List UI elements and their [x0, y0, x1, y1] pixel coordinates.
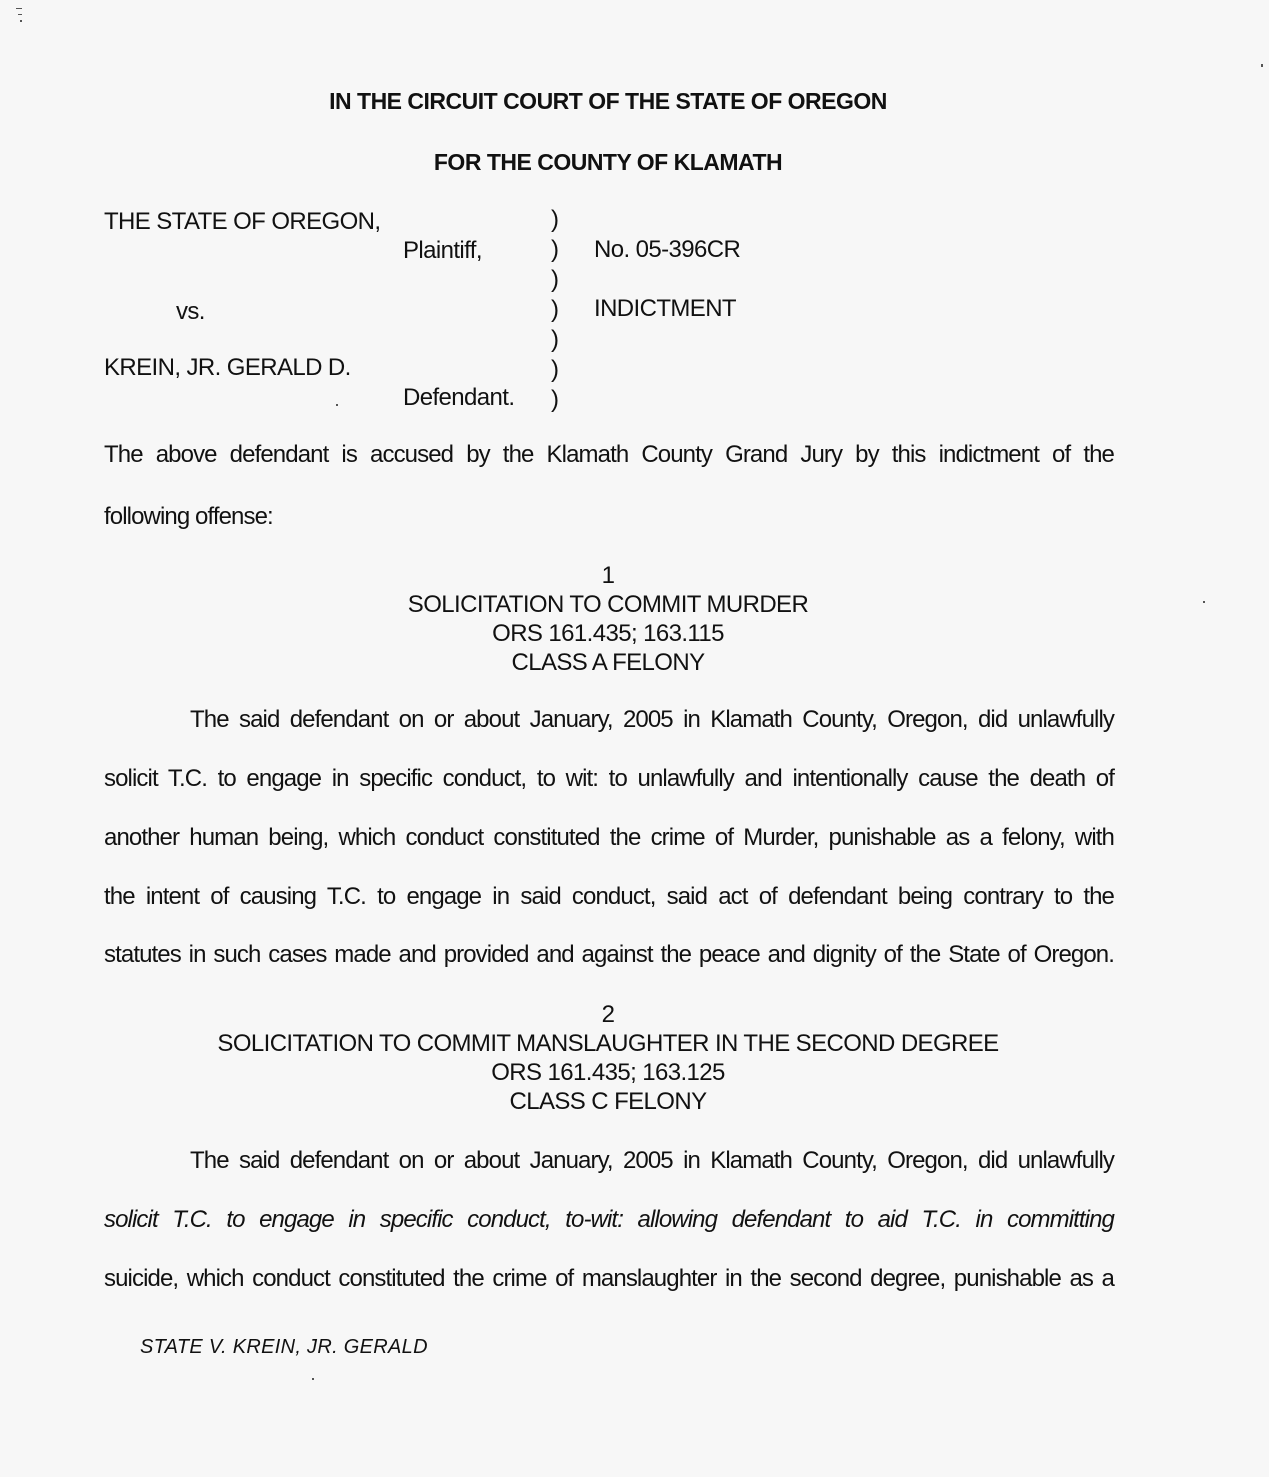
count-statute: ORS 161.435; 163.125 — [491, 1059, 725, 1086]
count-2-heading — [0, 1000, 1216, 1116]
caption-paren: ) — [551, 206, 559, 233]
caption-paren: ) — [551, 266, 559, 293]
count-class: CLASS A FELONY — [511, 649, 705, 676]
scan-speck — [16, 8, 22, 9]
scan-speck — [18, 14, 22, 15]
caption-paren: ) — [551, 326, 559, 353]
count-2-line: suicide, which conduct constituted the crime of manslaughter in the second degree, punishable as a — [104, 1265, 1114, 1292]
scan-speck — [312, 1378, 314, 1380]
count-title: SOLICITATION TO COMMIT MURDER — [407, 591, 809, 618]
count-number: 2 — [601, 1001, 615, 1028]
intro-line: The above defendant is accused by the Klamath County Grand Jury by this indictment of the — [104, 441, 1114, 468]
scan-speck — [1261, 64, 1263, 67]
count-2-line: solicit T.C. to engage in specific conduct, to-wit: allowing defendant to aid T.C. in committing — [104, 1206, 1114, 1233]
plaintiff-name: THE STATE OF OREGON, — [104, 208, 381, 235]
caption-paren: ) — [551, 296, 559, 323]
count-number: 1 — [601, 562, 615, 589]
document-type: INDICTMENT — [594, 295, 736, 322]
count-1-line: another human being, which conduct constituted the crime of Murder, punishable as a felony, with — [104, 824, 1114, 851]
caption-paren: ) — [551, 236, 559, 263]
case-number: No. 05-396CR — [594, 236, 741, 263]
count-title: SOLICITATION TO COMMIT MANSLAUGHTER IN THE SECOND DEGREE — [217, 1030, 999, 1057]
footer-case-caption: STATE V. KREIN, JR. GERALD — [140, 1336, 428, 1358]
count-statute: ORS 161.435; 163.115 — [492, 620, 724, 647]
count-2-line: The said defendant on or about January, 2005 in Klamath County, Oregon, did unlawfully — [190, 1147, 1114, 1174]
count-1-line: solicit T.C. to engage in specific conduct, to wit: to unlawfully and intentionally cause the death of — [104, 765, 1114, 792]
versus-label: vs. — [176, 298, 205, 325]
intro-line: following offense: — [104, 503, 273, 530]
county-heading: FOR THE COUNTY OF KLAMATH — [433, 149, 783, 175]
scan-speck — [336, 404, 338, 406]
defendant-name: KREIN, JR. GERALD D. — [104, 354, 351, 381]
count-1-heading — [0, 561, 1216, 677]
plaintiff-role: Plaintiff, — [403, 237, 482, 264]
caption-paren: ) — [551, 356, 559, 383]
caption-paren: ) — [551, 386, 559, 413]
scan-speck — [1203, 601, 1205, 603]
count-1-line: The said defendant on or about January, 2005 in Klamath County, Oregon, did unlawfully — [190, 706, 1114, 733]
scan-speck — [20, 20, 22, 22]
count-class: CLASS C FELONY — [509, 1088, 707, 1115]
defendant-role: Defendant. — [403, 384, 515, 411]
count-1-line: the intent of causing T.C. to engage in said conduct, said act of defendant being contrary to the — [104, 883, 1114, 910]
count-1-line: statutes in such cases made and provided and against the peace and dignity of the State of Oregon. — [104, 941, 1114, 968]
court-heading: IN THE CIRCUIT COURT OF THE STATE OF OREGON — [329, 88, 887, 114]
